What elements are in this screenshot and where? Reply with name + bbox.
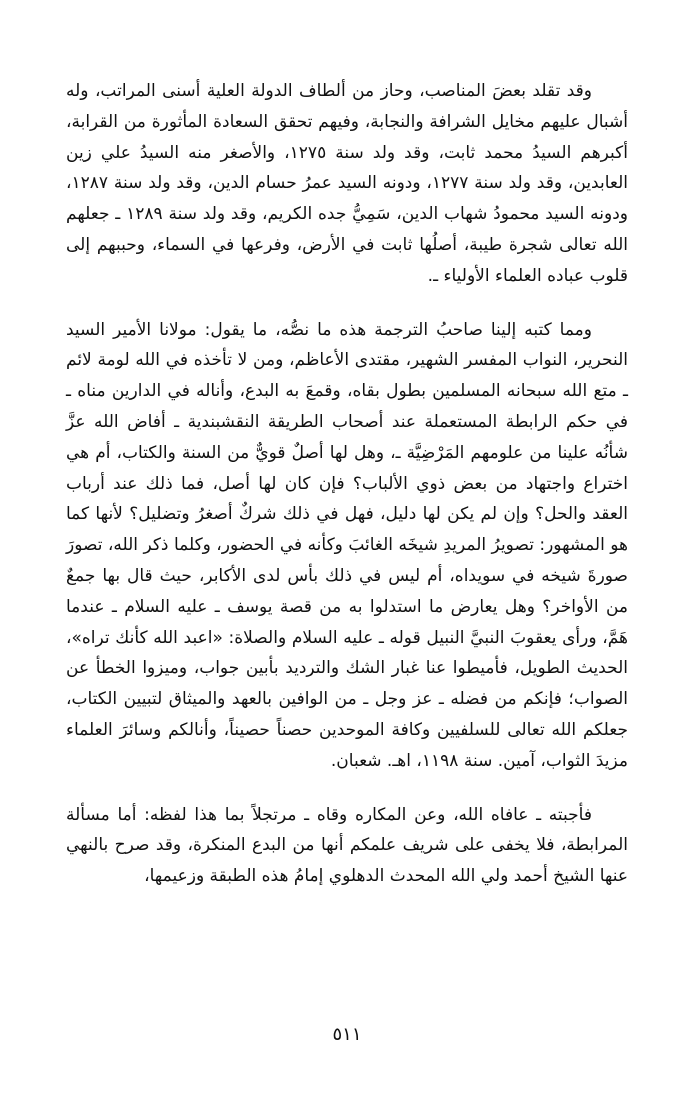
page-number: ٥١١: [332, 1024, 362, 1045]
page-body: [66, 76, 628, 892]
paragraph-3: فأجبته ـ عافاه الله، وعن المكاره وقاه ـ مرتجلاً بما هذا لفظه: أما مسألة المرابطة، فلا يخفى على شريف علمكم أنها من البدع المنكرة، وقد صرح بالنهي عنها الشيخ أحمد ولي الله المحدث الدهلوي إمامُ هذه الطبقة وزعيمها،: [66, 804, 628, 887]
paragraph-1: وقد تقلد بعضَ المناصب، وحاز من ألطاف الدولة العلية أسنى المراتب، وله أشبال عليهم مخايل الشرافة والنجابة، وفيهم تحقق السعادة المأثورة من القرابة، أكبرهم السيدُ محمد ثابت، وقد ولد سنة ١٢٧٥، والأصغر منه السيدُ علي زين العابدين، وقد ولد سنة ١٢٧٧، ودونه السيد عمرُ حسام الدين، وقد ولد سنة ١٢٨٧، ودونه السيد محمودُ شهاب الدين، سَمِيُّ جده الكريم، وقد ولد سنة ١٢٨٩ ـ جعلهم الله تعالى شجرة طيبة، أصلُها ثابت في الأرض، وفرعها في السماء، وحببهم إلى قلوب عباده العلماء الأولياء ـ.: [66, 81, 628, 286]
paragraph-2: ومما كتبه إلينا صاحبُ الترجمة هذه ما نصُّه، ما يقول: مولانا الأمير السيد النحرير، النواب المفسر الشهير، مقتدى الأعاظم، ومن لا تأخذه في الله لومة لائم ـ متع الله سبحانه المسلمين بطول بقاه، وقمعَ به البدع، وأناله في الدارين مناه ـ في حكم الرابطة المستعملة عند أصحاب الطريقة النقشبندية ـ أفاض الله عزَّ شأنُه علينا من علومهم المَرْضِيَّة ـ، وهل لها أصلٌ قويٌّ من السنة والكتاب، أم هي اختراع واجتهاد من بعض ذوي الألباب؟ فإن كان لها أصل، فما ذلك عند أرباب العقد والحل؟ وإن لم يكن لها دليل، فهل في ذلك شركٌ أصغرُ وتضليل؟ لأنها كما هو المشهور: تصويرُ المريدِ شيخَه الغائبَ وكأنه في الحضور، وكلما ذكر الله، تصورَ صورةَ شيخه في سويداه، أم ليس في ذلك بأس لدى الأكابر، حيث قال بها جمعٌ من الأواخر؟ وهل يعارض ما استدلوا به من قصة يوسف ـ عليه السلام ـ عندما هَمَّ، ورأى يعقوبَ النبيَّ النبيل قوله ـ عليه السلام والصلاة: «اعبد الله كأنك تراه»، الحديث الطويل، فأميطوا عنا غبار الشك والترديد بأبين جواب، وميزوا الخطأ عن الصواب؛ فإنكم من فضله ـ عز وجل ـ من الوافين بالعهد والميثاق لتبيين الكتاب، جعلكم الله تعالى للسلفيين وكافة الموحدين حصناً حصيناً، وأنالكم وسائرَ العلماء مزيدَ الثواب، آمين. سنة ١١٩٨، اهـ. شعبان.: [66, 319, 628, 771]
